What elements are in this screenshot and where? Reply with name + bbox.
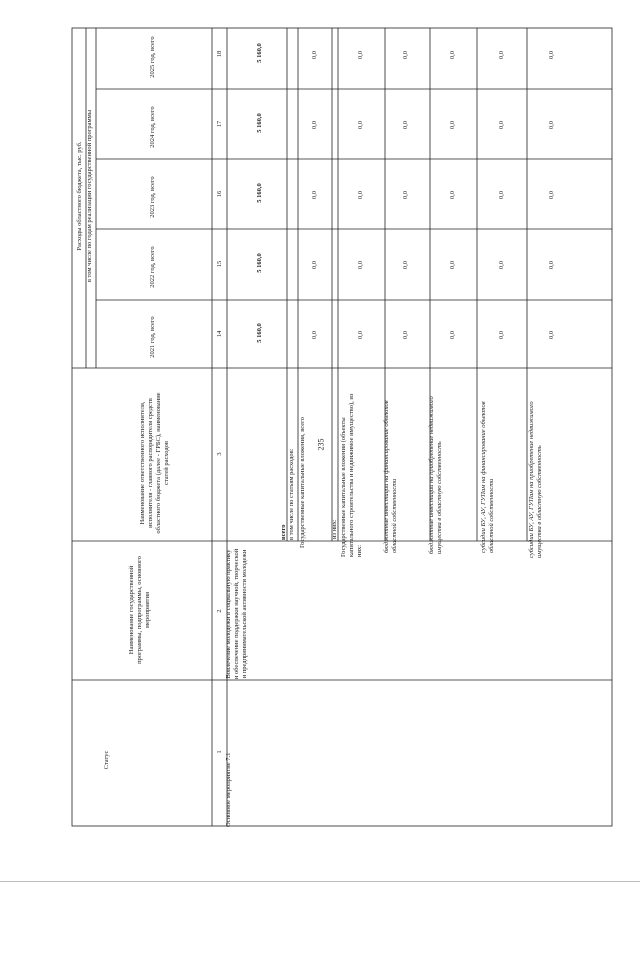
value-objects-2021: 0,0 xyxy=(357,330,365,340)
header-year-2025: 2025 год, всего xyxy=(149,36,157,78)
colnum-3: 3 xyxy=(216,452,224,456)
colnum-17: 17 xyxy=(216,120,224,128)
colnum-16: 16 xyxy=(216,190,224,198)
row-label-total: всего xyxy=(280,524,287,540)
value-inv-property-2021: 0,0 xyxy=(449,330,457,340)
activity-name: Вовлечение молодежи в социальную практику и обеспечение поддержки научной, творческой и предпринимательской активности молодежи xyxy=(225,548,248,680)
value-total-2024: 5 160,0 xyxy=(256,113,264,133)
header-status: Статус xyxy=(103,750,111,770)
value-inv-property-2023: 0,0 xyxy=(449,190,457,200)
header-year-2024: 2024 год, всего xyxy=(149,106,157,148)
row-label-capital: Государственные капитальные вложения, всего xyxy=(299,417,306,548)
value-inv-objects-2024: 0,0 xyxy=(402,120,410,130)
value-total-2021: 5 160,0 xyxy=(256,323,264,343)
value-sub-property-2024: 0,0 xyxy=(548,120,556,130)
value-objects-2023: 0,0 xyxy=(357,190,365,200)
header-year-2022: 2022 год, всего xyxy=(149,246,157,288)
row-label-of-them: из них: xyxy=(331,519,338,539)
colnum-15: 15 xyxy=(216,260,224,268)
row-label-investments-property: бюджетные инвестиции на приобретение недвижимого имущества в областную собственность xyxy=(428,396,443,554)
header-budget-subgroup: в том числе по годам реализации государственной программы xyxy=(86,109,94,283)
header-executor: Наименование ответственного исполнителя, исполнителя - главного распорядителя средств областного бюджета (далее - ГРБС), наименование статей расходов xyxy=(139,392,170,534)
value-objects-2022: 0,0 xyxy=(357,260,365,270)
header-budget-group: Расходы областного бюджета, тыс. руб. xyxy=(76,141,84,251)
header-year-2021: 2021 год, всего xyxy=(149,316,157,358)
value-capital-2025: 0,0 xyxy=(311,50,319,60)
value-sub-property-2021: 0,0 xyxy=(548,330,556,340)
row-label-capital-objects: Государственные капитальные вложения (объекты капитального строительства и недвижимое имущество), из них: xyxy=(340,393,363,557)
value-objects-2024: 0,0 xyxy=(357,120,365,130)
value-inv-property-2024: 0,0 xyxy=(449,120,457,130)
value-total-2022: 5 160,0 xyxy=(256,253,264,273)
value-sub-property-2022: 0,0 xyxy=(548,260,556,270)
header-year-2023: 2023 год, всего xyxy=(149,176,157,218)
value-capital-2022: 0,0 xyxy=(311,260,319,270)
value-objects-2025: 0,0 xyxy=(357,50,365,60)
value-inv-objects-2021: 0,0 xyxy=(402,330,410,340)
value-capital-2021: 0,0 xyxy=(311,330,319,340)
value-sub-property-2023: 0,0 xyxy=(548,190,556,200)
colnum-2: 2 xyxy=(216,609,224,613)
value-total-2023: 5 160,0 xyxy=(256,183,264,203)
page-number: 235 xyxy=(316,438,326,451)
status-cell: Основное мероприятие 7.1 xyxy=(225,752,232,827)
value-capital-2024: 0,0 xyxy=(311,120,319,130)
value-inv-objects-2025: 0,0 xyxy=(402,50,410,60)
value-sub-objects-2024: 0,0 xyxy=(498,120,506,130)
value-inv-property-2022: 0,0 xyxy=(449,260,457,270)
header-name: Наименование государственной программы, подпрограммы, основного мероприятия xyxy=(128,556,151,664)
value-sub-objects-2021: 0,0 xyxy=(498,330,506,340)
value-inv-objects-2022: 0,0 xyxy=(402,260,410,270)
colnum-18: 18 xyxy=(216,50,224,58)
row-label-subsidies-objects: субсидии БУ, АУ, ГУПам на финансирование объектов областной собственности xyxy=(480,401,495,553)
colnum-1: 1 xyxy=(216,750,224,754)
value-inv-property-2025: 0,0 xyxy=(449,50,457,60)
value-sub-objects-2023: 0,0 xyxy=(498,190,506,200)
value-sub-property-2025: 0,0 xyxy=(548,50,556,60)
value-capital-2023: 0,0 xyxy=(311,190,319,200)
value-total-2025: 5 160,0 xyxy=(256,43,264,63)
colnum-14: 14 xyxy=(216,330,224,338)
value-sub-objects-2022: 0,0 xyxy=(498,260,506,270)
value-sub-objects-2025: 0,0 xyxy=(498,50,506,60)
row-label-investments-objects: бюджетные инвестиции на финансирование объектов областной собственности xyxy=(383,400,398,553)
row-label-subsidies-property: субсидии БУ, АУ, ГУПам на приобретение недвижимого имущества в областную собственность xyxy=(528,401,543,558)
value-inv-objects-2023: 0,0 xyxy=(402,190,410,200)
row-label-by-articles: в том числе по статьям расходов: xyxy=(288,448,295,540)
